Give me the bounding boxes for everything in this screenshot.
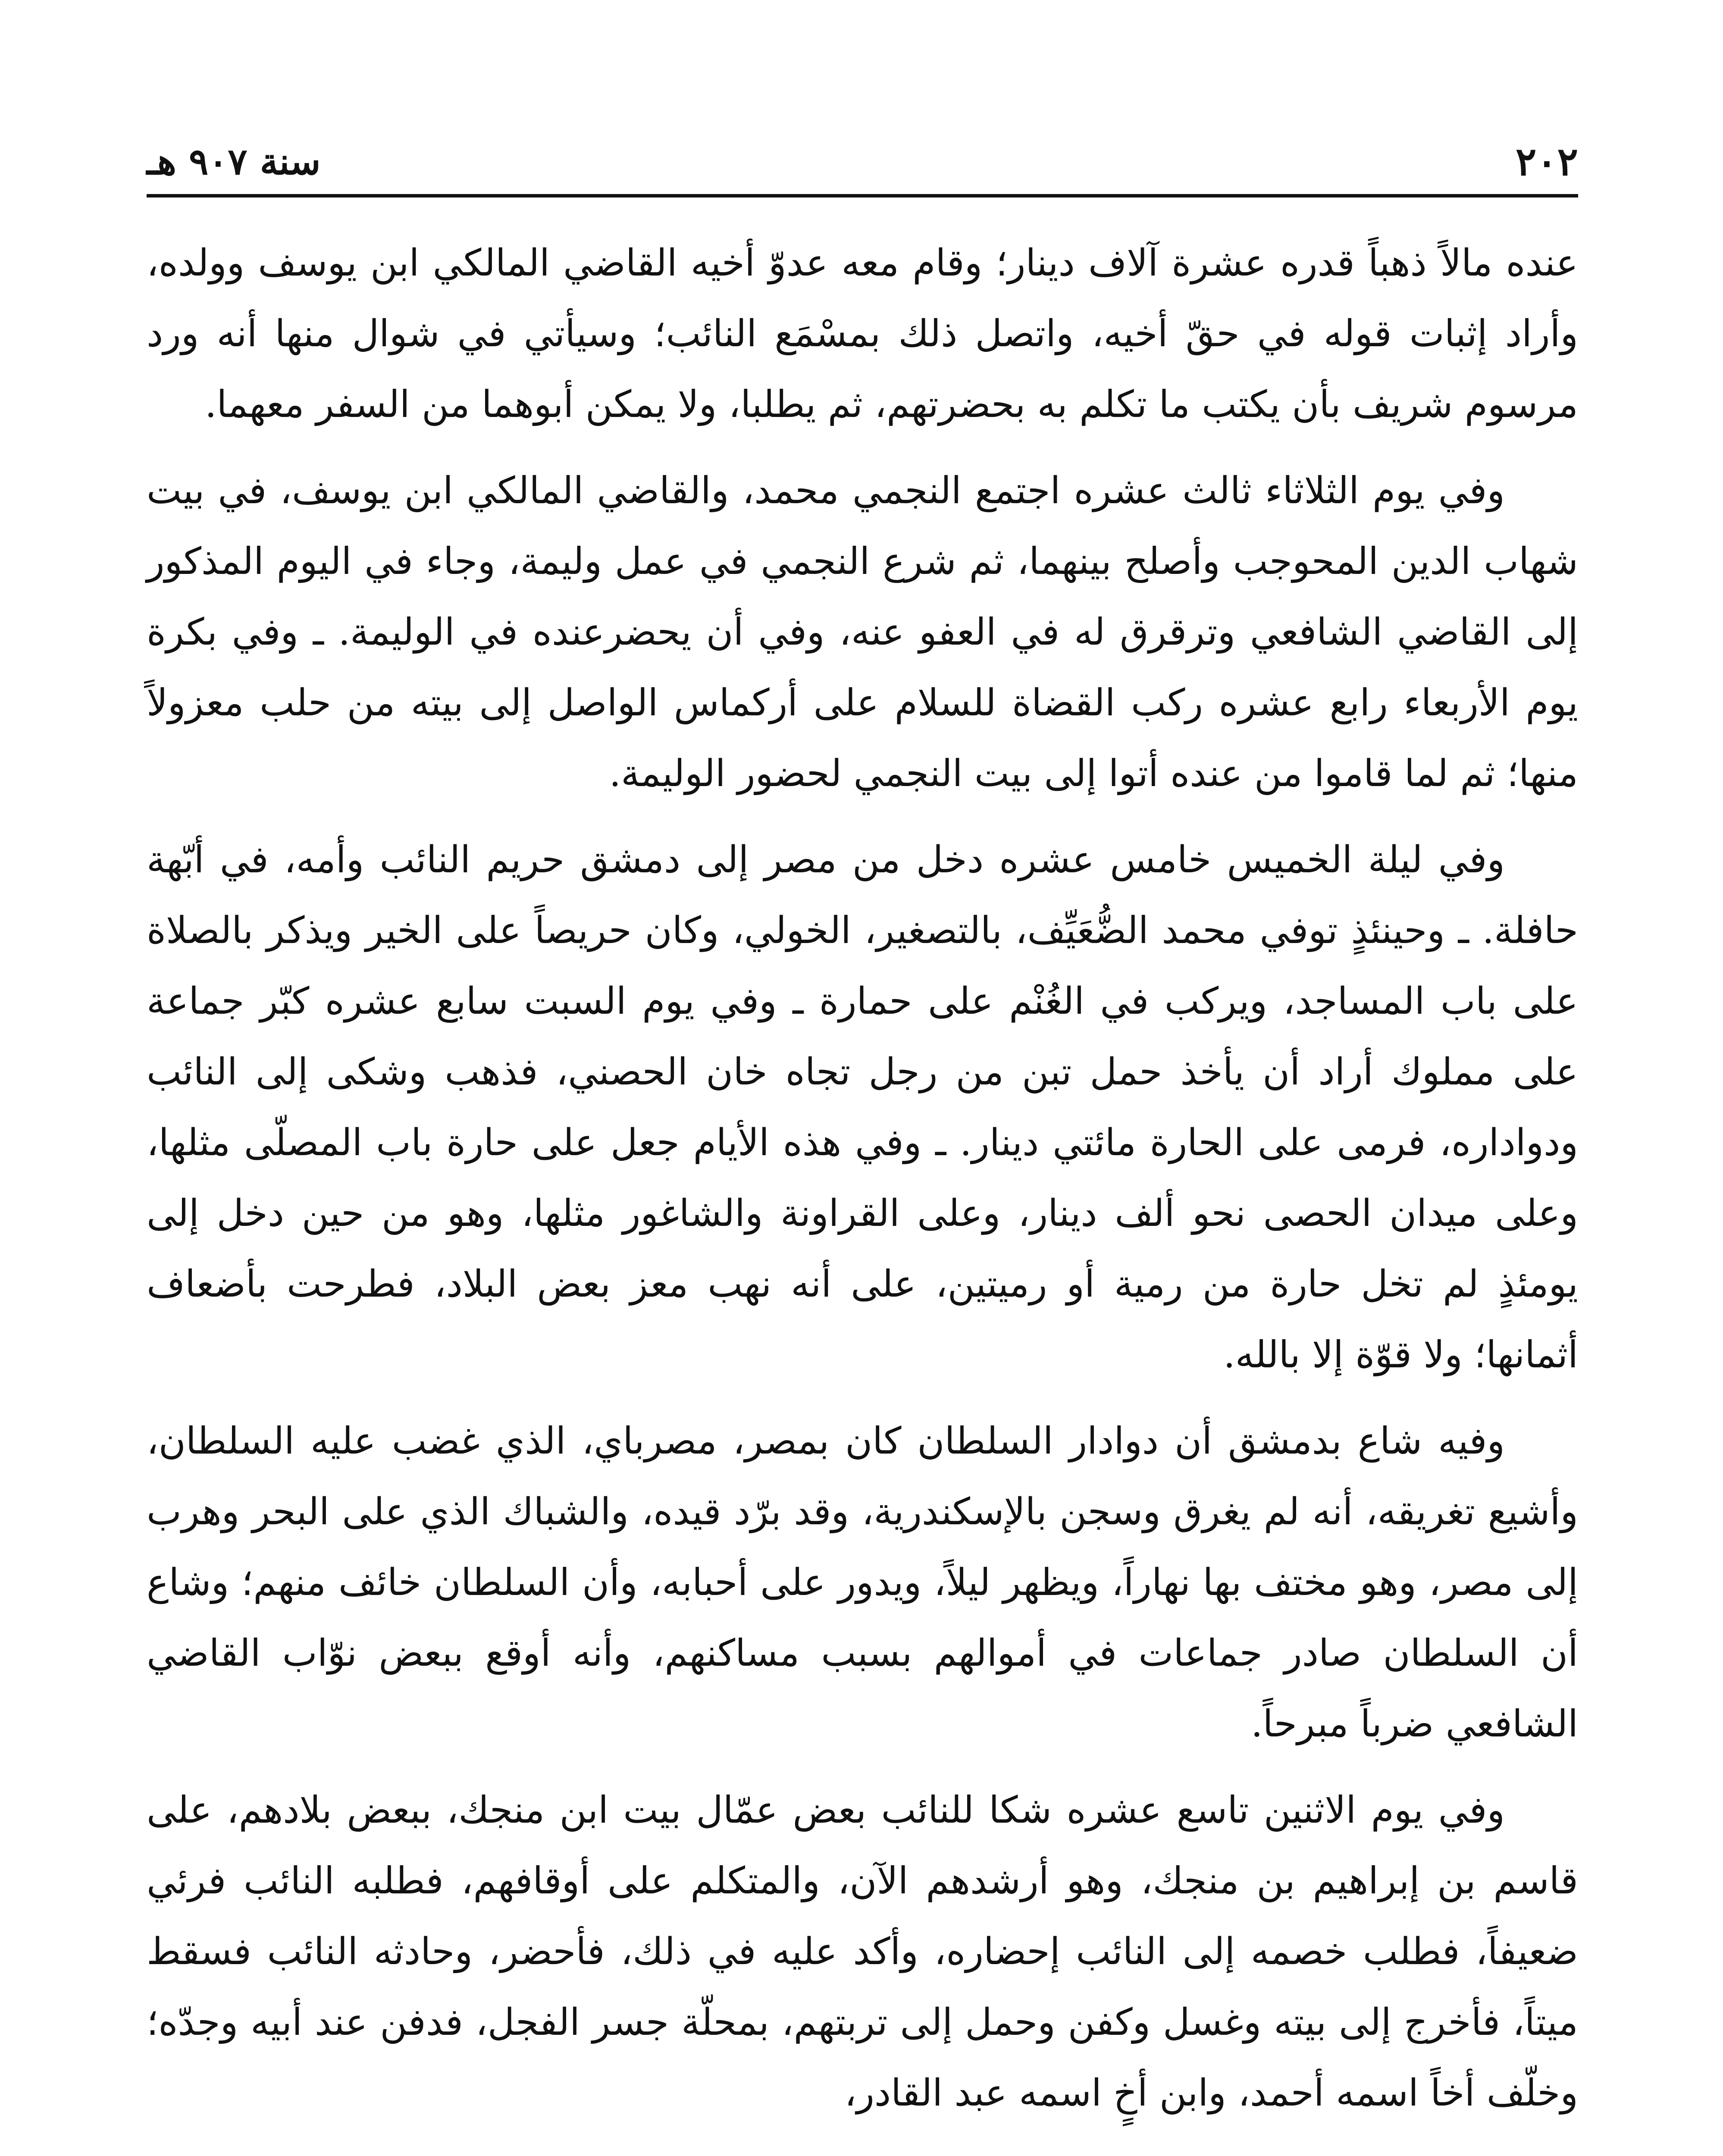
- page-number: ٢٠٢: [1515, 139, 1578, 185]
- paragraph: وفي يوم الثلاثاء ثالث عشره اجتمع النجمي محمد، والقاضي المالكي ابن يوسف، في بيت شهاب الدين المحوجب وأصلح بينهما، ثم شرع النجمي في عمل وليمة، وجاء في اليوم المذكور إلى القاضي الشافعي وترقرق له في العفو عنه، وفي أن يحضرعنده في الوليمة. ـ وفي بكرة يوم الأربعاء رابع عشره ركب القضاة للسلام على أركماس الواصل إلى بيته من حلب معزولاً منها؛ ثم لما قاموا من عنده أتوا إلى بيت النجمي لحضور الوليمة.: [147, 469, 1578, 795]
- paragraph: وفي يوم الاثنين تاسع عشره شكا للنائب بعض عمّال بيت ابن منجك، ببعض بلادهم، على قاسم بن إبراهيم بن منجك، وهو أرشدهم الآن، والمتكلم على أوقافهم، فطلبه النائب فرئي ضعيفاً، فطلب خصمه إلى النائب إحضاره، وأكد عليه في ذلك، فأحضر، وحادثه النائب فسقط ميتاً، فأخرج إلى بيته وغسل وكفن وحمل إلى تربتهم، بمحلّة جسر الفجل، فدفن عند أبيه وجدّه؛ وخلّف أخاً اسمه أحمد، وابن أخٍ اسمه عبد القادر،: [147, 1789, 1578, 2115]
- text-body: [147, 228, 1578, 2128]
- paragraph: عنده مالاً ذهباً قدره عشرة آلاف دينار؛ وقام معه عدوّ أخيه القاضي المالكي ابن يوسف وولده، وأراد إثبات قوله في حقّ أخيه، واتصل ذلك بمسْمَع النائب؛ وسيأتي في شوال منها أنه ورد مرسوم شريف بأن يكتب ما تكلم به بحضرتهم، ثم يطلبا، ولا يمكن أبوهما من السفر معهما.: [147, 241, 1578, 426]
- paragraph: وفي ليلة الخميس خامس عشره دخل من مصر إلى دمشق حريم النائب وأمه، في أبّهة حافلة. ـ وحينئذٍ توفي محمد الضُّعَيِّف، بالتصغير، الخولي، وكان حريصاً على الخير ويذكر بالصلاة على باب المساجد، ويركب في الغُنْم على حمارة ـ وفي يوم السبت سابع عشره كبّر جماعة على مملوك أراد أن يأخذ حمل تبن من رجل تجاه خان الحصني، فذهب وشكى إلى النائب ودواداره، فرمى على الحارة مائتي دينار. ـ وفي هذه الأيام جعل على حارة باب المصلّى مثلها، وعلى ميدان الحصى نحو ألف دينار، وعلى القراونة والشاغور مثلها، وهو من حين دخل إلى يومئذٍ لم تخل حارة من رمية أو رميتين، على أنه نهب معز بعض البلاد، فطرحت بأضعاف أثمانها؛ ولا قوّة إلا بالله.: [147, 838, 1578, 1376]
- page: [147, 129, 1578, 2144]
- page-header: [147, 129, 1578, 197]
- running-title: سنة ٩٠٧ هـ: [147, 140, 321, 183]
- paragraph: وفيه شاع بدمشق أن دوادار السلطان كان بمصر، مصرباي، الذي غضب عليه السلطان، وأشيع تغريقه، أنه لم يغرق وسجن بالإسكندرية، وقد برّد قيده، والشباك الذي على البحر وهرب إلى مصر، وهو مختف بها نهاراً، ويظهر ليلاً، ويدور على أحبابه، وأن السلطان خائف منهم؛ وشاع أن السلطان صادر جماعات في أموالهم بسبب مساكنهم، وأنه أوقع ببعض نوّاب القاضي الشافعي ضرباً مبرحاً.: [147, 1420, 1578, 1745]
